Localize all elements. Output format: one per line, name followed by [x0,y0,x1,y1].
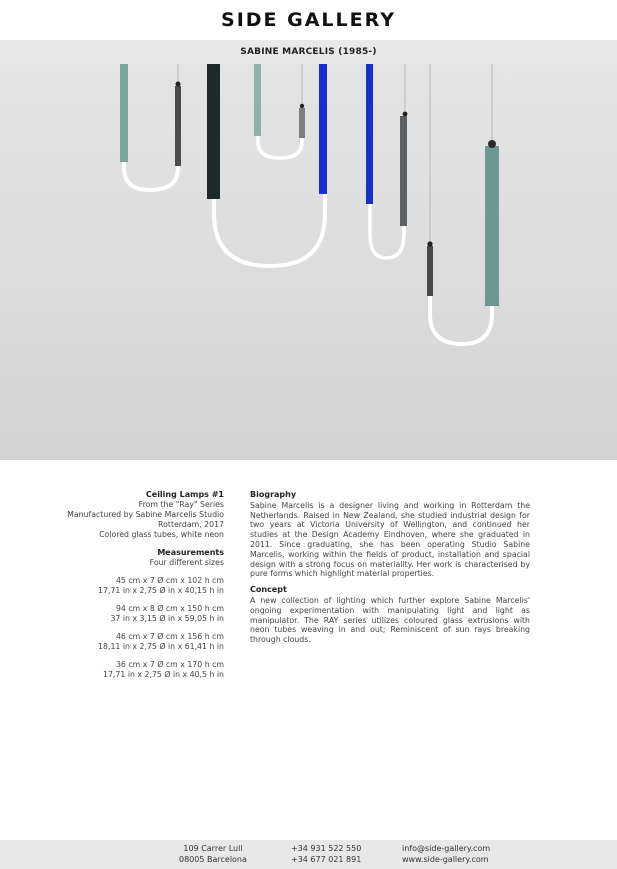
page-footer [0,840,617,869]
size-in: 17,71 in x 2,75 Ø in x 40,5 h in [103,670,224,679]
size-cm: 36 cm x 7 Ø cm x 170 h cm [115,660,224,669]
size-cm: 46 cm x 7 Ø cm x 156 h cm [115,632,224,641]
gallery-logo: SIDE GALLERY [221,9,396,31]
suspension-wires [178,64,492,242]
size-cm: 45 cm x 7 Ø cm x 102 h cm [115,576,224,585]
footer-phones [291,844,361,865]
measurements-subtitle: Four different sizes [149,558,224,567]
lamps-illustration [0,64,617,460]
address-street: 109 Carrer Lull [183,844,243,853]
size-in: 18,11 in x 2,75 Ø in x 61,41 h in [98,642,224,651]
lamp-2 [207,64,327,266]
work-place-year: Rotterdam, 2017 [158,520,224,529]
lamp-1 [120,64,181,190]
website-link[interactable]: www.side-gallery.com [402,854,489,864]
phone-primary: +34 931 522 550 [291,844,362,853]
phone-secondary: +34 677 021 891 [291,854,362,864]
work-title: Ceiling Lamps #1 [145,490,224,499]
work-series: From the "Ray" Series [138,500,224,509]
address-city: 08005 Barcelona [179,854,247,864]
work-details [24,490,224,680]
page-header [0,0,617,40]
biography-title: Biography [250,490,297,499]
size-in: 37 in x 3,15 Ø in x 59,05 h in [110,614,224,623]
text-column [250,490,530,651]
size-cm: 94 cm x 8 Ø cm x 150 h cm [115,604,224,613]
measurements-title: Measurements [157,548,224,557]
email-link[interactable]: info@side-gallery.com [402,844,491,853]
artist-bar [0,40,617,64]
ceiling-lamps-photo [0,64,617,460]
work-manufacturer: Manufactured by Sabine Marcelis Studio [67,510,224,519]
biography-text: Sabine Marcelis is a designer living and working in Rotterdam the Netherlands. Raised in New Zealand, she studied industrial design for two years at Victoria University of Wellington, and continued her studies at the Design Academy Eindhoven, where she graduated in 2011. Since graduating, she has been operating Studio Sabine Marcelis, working within the fields of product, installation and spacial design with a strong focus on materiality. Her work is characterised by pure forms which highlight material properties. [250,500,530,579]
concept-text: A new collection of lighting which further explore Sabine Marcelis' ongoing experimentation with manipulating light and light as manipulator. The RAY series utilizes coloured glass extrusions with neon tubes weaving in and out; Reminiscent of sun rays breaking through clouds. [250,595,530,645]
footer-address [179,844,247,865]
footer-contact [402,844,490,865]
size-in: 17,71 in x 2,75 Ø in x 40,15 h in [98,586,224,595]
lamp-4 [366,64,407,258]
lamp-5 [427,140,499,344]
lamp-3 [254,64,305,158]
work-materials: Colored glass tubes, white neon [99,530,224,539]
artist-name: SABINE MARCELIS (1985-) [240,47,377,57]
concept-title: Concept [250,585,287,595]
